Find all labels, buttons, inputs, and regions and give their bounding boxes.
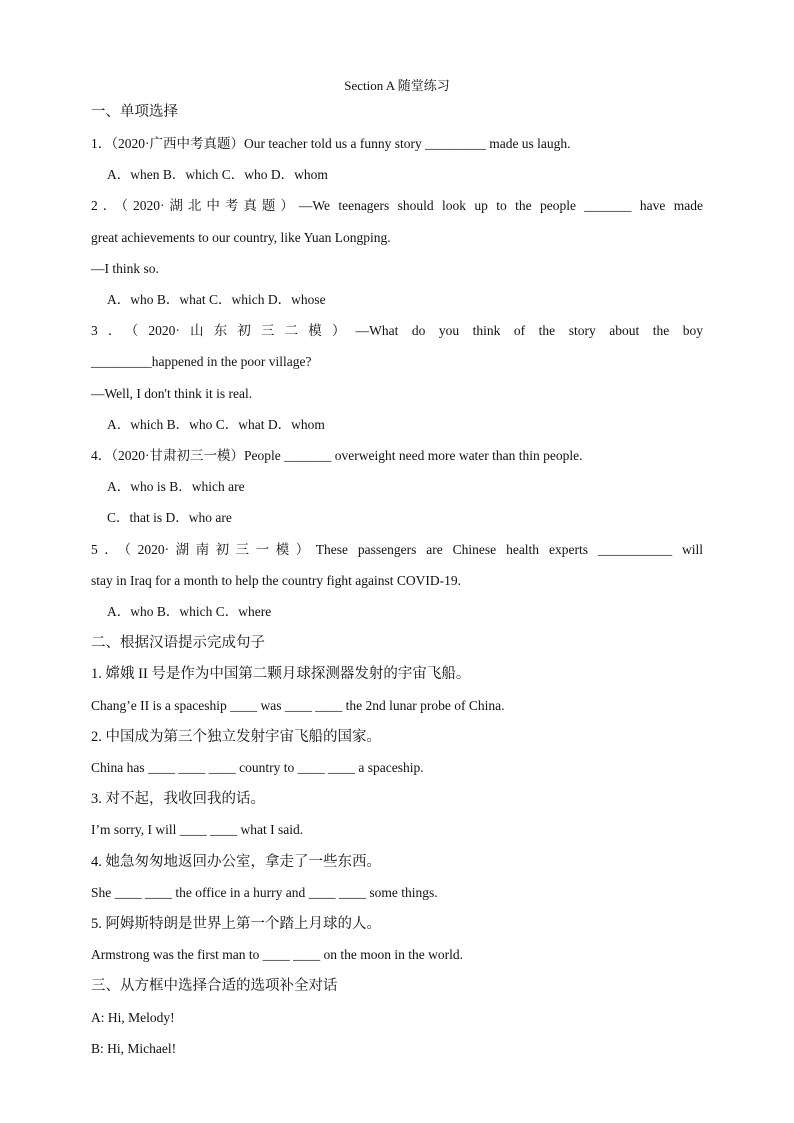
q1-options: A．when B．which C．who D．whom bbox=[107, 167, 328, 182]
q2-options: A．who B．what C．which D．whose bbox=[107, 292, 326, 307]
dialogue-line-b: B: Hi, Michael! bbox=[91, 1041, 177, 1056]
q3-stem-line1: 3．（2020·山东初三二模）—What do you think of the story about the boy bbox=[91, 323, 703, 338]
q4-options-row1: A．who is B．which are bbox=[107, 479, 245, 494]
page-title: Section A 随堂练习 bbox=[344, 78, 450, 93]
q5-stem-line1: 5．（2020·湖南初三一模）These passengers are Chinese health experts ___________ will bbox=[91, 542, 703, 557]
s2-item2-cn: 2. 中国成为第三个独立发射宇宙飞船的国家。 bbox=[91, 729, 381, 745]
section2-heading: 二、根据汉语提示完成句子 bbox=[91, 635, 265, 651]
q5-options: A．who B．which C．where bbox=[107, 604, 272, 619]
s2-item4-en: She ____ ____ the office in a hurry and ____ ____ some things. bbox=[91, 885, 438, 900]
q2-stem-line2: great achievements to our country, like Yuan Longping. bbox=[91, 230, 391, 245]
s2-item2-en: China has ____ ____ ____ country to ____ ____ a spaceship. bbox=[91, 760, 424, 775]
section1-heading: 一、单项选择 bbox=[91, 104, 178, 120]
q3-options: A．which B．who C．what D．whom bbox=[107, 417, 325, 432]
s2-item5-cn: 5. 阿姆斯特朗是世界上第一个踏上月球的人。 bbox=[91, 916, 381, 932]
section3-heading: 三、从方框中选择合适的选项补全对话 bbox=[91, 978, 338, 994]
s2-item5-en: Armstrong was the first man to ____ ____ on the moon in the world. bbox=[91, 947, 463, 962]
q3-stem-line2: _________happened in the poor village? bbox=[91, 354, 312, 369]
s2-item3-cn: 3. 对不起，我收回我的话。 bbox=[91, 791, 265, 807]
q2-reply: —I think so. bbox=[91, 261, 159, 276]
q4-stem: 4．（2020·甘肃初三一模）People _______ overweight need more water than thin people. bbox=[91, 448, 583, 463]
s2-item1-cn: 1. 嫦娥 II 号是作为中国第二颗月球探测器发射的宇宙飞船。 bbox=[91, 666, 471, 682]
q1-stem: 1．（2020·广西中考真题）Our teacher told us a funny story _________ made us laugh. bbox=[91, 136, 571, 151]
s2-item4-cn: 4. 她急匆匆地返回办公室，拿走了一些东西。 bbox=[91, 854, 381, 870]
dialogue-line-a: A: Hi, Melody! bbox=[91, 1010, 175, 1025]
q5-stem-line2: stay in Iraq for a month to help the country fight against COVID-19. bbox=[91, 573, 462, 588]
q3-reply: —Well, I don't think it is real. bbox=[91, 386, 253, 401]
s2-item3-en: I’m sorry, I will ____ ____ what I said. bbox=[91, 822, 304, 837]
q4-options-row2: C．that is D．who are bbox=[107, 510, 232, 525]
q2-stem-line1: 2．（2020·湖北中考真题）—We teenagers should look up to the people _______ have made bbox=[91, 198, 703, 213]
s2-item1-en: Chang’e II is a spaceship ____ was ____ ____ the 2nd lunar probe of China. bbox=[91, 698, 505, 713]
